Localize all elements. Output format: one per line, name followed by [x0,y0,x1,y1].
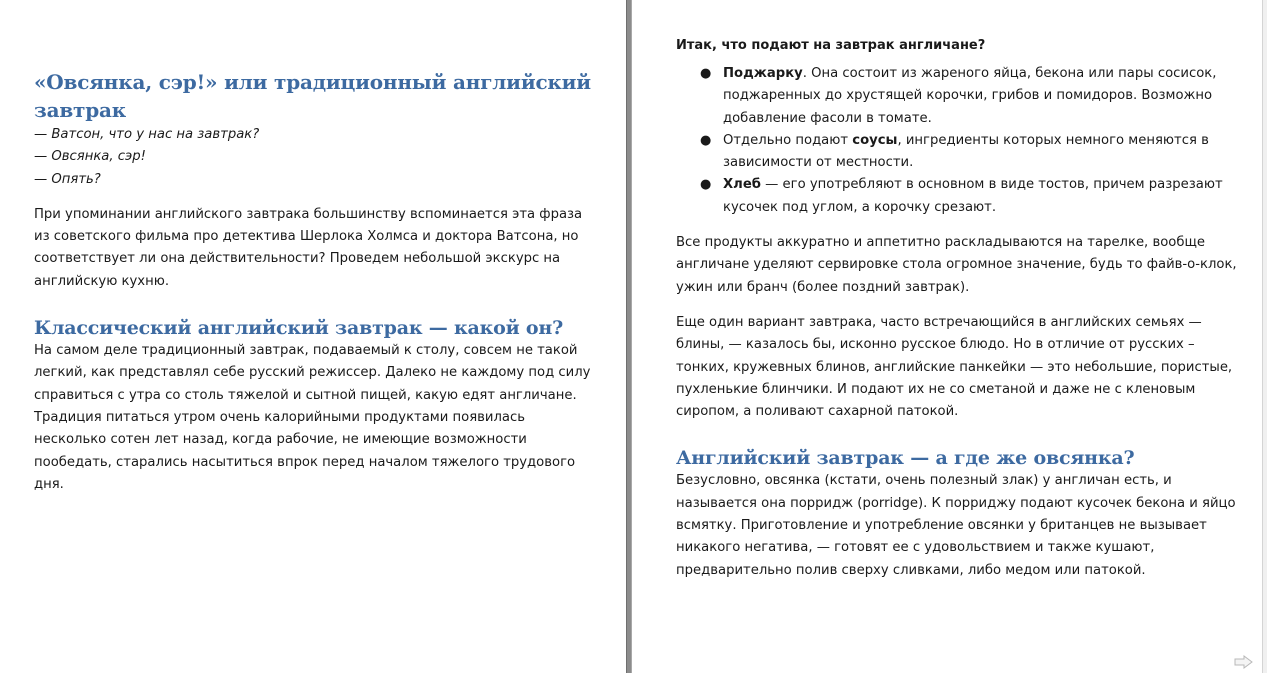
oatmeal-paragraph: Безусловно, овсянка (кстати, очень полезный злак) у англичан есть, и называется она порридж (porridge). К порриджу подают кусочек бекона и яйцо всмятку. Приготовление и употребление овсянки у британцев не вызывает никакого негатива, — готовят ее с удовольствием и также кушают, предварительно полив сверху сливками, либо медом или патокой. [676,473,1236,578]
dialog-line: — Овсянка, сэр! [34,149,146,165]
list-item: ● Поджарку. Она состоит из жареного яйца, бекона или пары сосисок, поджаренных до хрустящей корочки, грибов и помидоров. Возможно добавление фасоли в томате. [676,63,1237,130]
pancakes-paragraph: Еще один вариант завтрака, часто встречающийся в английских семьях — блины, — казалось бы, исконно русское блюдо. Но в отличие от русских – тонких, кружевных блинов, английские панкейки — это небольшие, пористые, пухленькие блинчики. И подают их не со сметаной и даже не с кленовым сиропом, а поливают сахарной патокой. [676,314,1233,420]
arrow-right-icon[interactable] [1234,655,1254,669]
list-item: ● Отдельно подают соусы, ингредиенты которых немного меняются в зависимости от местности. [676,130,1237,175]
article-title: «Овсянка, сэр!» или традиционный английский завтрак [34,70,591,122]
section-heading-classic: Классический английский завтрак — какой он? [34,317,564,340]
list-item: ● Хлеб — его употребляют в основном в виде тостов, причем разрезают кусочек под углом, а корочку срезают. [676,174,1237,219]
breakfast-question: Итак, что подают на завтрак англичане? [676,38,986,53]
serving-paragraph: Все продукты аккуратно и аппетитно раскладываются на тарелке, вообще англичане уделяют сервировке стола огромное значение, будь то файв-о-клок, ужин или бранч (более поздний завтрак). [676,235,1237,295]
left-page [0,0,626,673]
breakfast-list [676,63,1237,219]
dialog-quote [34,124,596,191]
intro-paragraph: При упоминании английского завтрака большинству вспоминается эта фраза из советского фильма про детектива Шерлока Холмса и доктора Ватсона, но соответствует ли она действительности? Проведем небольшой экскурс на английскую кухню. [34,206,583,289]
classic-paragraph: На самом деле традиционный завтрак, подаваемый к столу, совсем не такой легкий, как представлял себе русский режиссер. Далеко не каждому под силу справиться с утра со столь тяжелой и сытной пищей, какую едят англичане. Традиция питаться утром очень калорийными продуктами появилась несколько сотен лет назад, когда рабочие, не имеющие возможности пообедать, старались насытиться впрок перед началом тяжелого трудового дня. [34,343,591,492]
dialog-line: — Ватсон, что у нас на завтрак? [34,127,260,142]
section-heading-oatmeal: Английский завтрак — а где же овсянка? [676,447,1135,470]
bullet-icon: ● [700,132,712,148]
window-edge [1262,0,1267,673]
bullet-icon: ● [700,66,712,81]
dialog-line: — Опять? [34,171,101,187]
bullet-icon: ● [700,177,712,193]
right-page [632,0,1267,673]
